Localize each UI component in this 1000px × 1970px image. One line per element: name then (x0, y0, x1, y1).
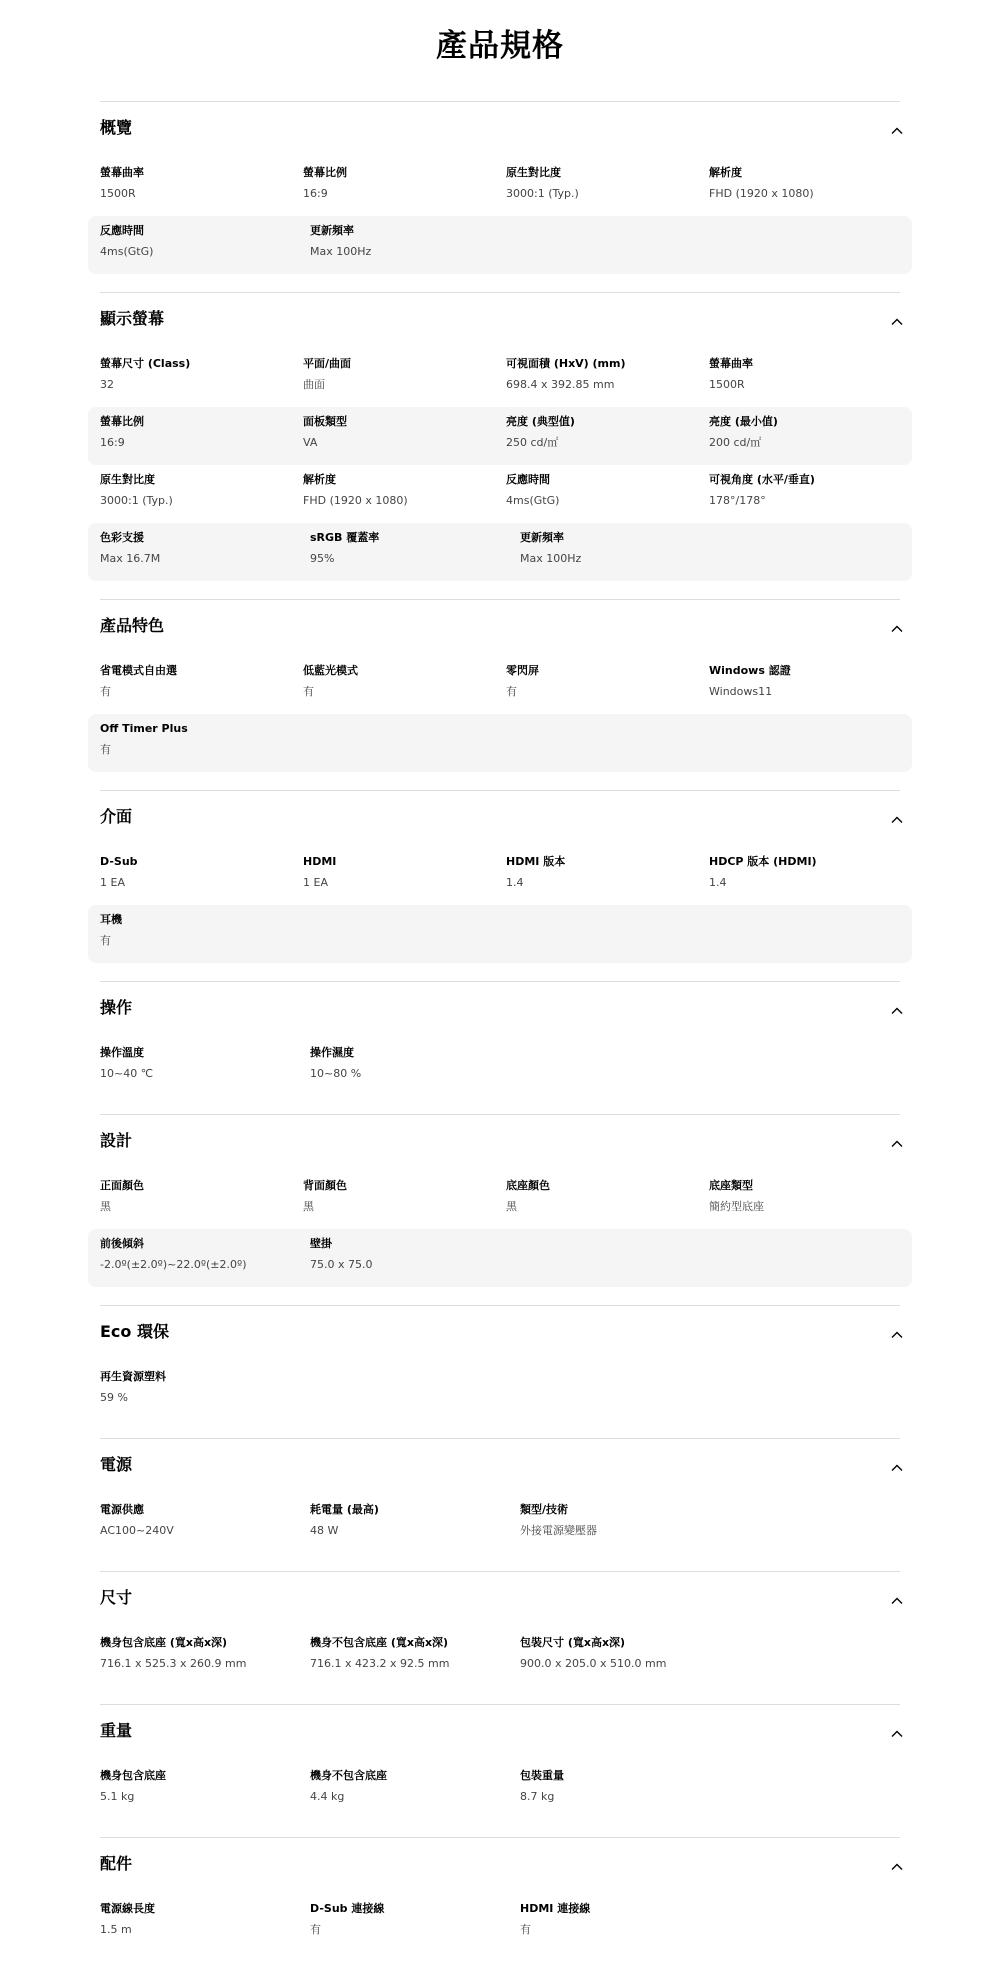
section-spacer (88, 581, 912, 599)
spec-label: 亮度 (最小值) (709, 415, 778, 428)
spec-label: Off Timer Plus (100, 722, 188, 735)
section-title: 產品特色 (100, 616, 165, 635)
spec-value: 250 cd/㎡ (506, 436, 559, 449)
spec-value: 1.4 (709, 876, 727, 889)
chevron-up-icon[interactable] (888, 313, 906, 331)
spec-value: 3000:1 (Typ.) (506, 187, 579, 200)
spec-label: 耗電量 (最高) (310, 1503, 379, 1516)
spec-label: Windows 認證 (709, 664, 791, 677)
spec-row (88, 1628, 912, 1686)
section-spacer (88, 1952, 912, 1970)
spec-section (88, 102, 912, 292)
spec-item (709, 356, 912, 407)
spec-value: 32 (100, 378, 114, 391)
spec-value: 1.4 (506, 876, 524, 889)
spec-value: 8.7 kg (520, 1790, 555, 1803)
spec-section (88, 1115, 912, 1305)
spec-label: 機身包含底座 (100, 1769, 166, 1782)
spec-label: 正面顏色 (100, 1179, 144, 1192)
section-title: 重量 (100, 1721, 133, 1740)
spec-value: FHD (1920 x 1080) (303, 494, 408, 507)
spec-value: FHD (1920 x 1080) (709, 187, 814, 200)
spec-item (310, 530, 520, 581)
spec-row (88, 656, 912, 714)
spec-item (303, 165, 506, 216)
section-title: 介面 (100, 807, 133, 826)
section-header[interactable] (88, 1705, 912, 1761)
spec-row (88, 407, 912, 465)
spec-label: 解析度 (303, 473, 336, 486)
spec-label: sRGB 覆蓋率 (310, 531, 380, 544)
chevron-up-icon[interactable] (888, 1725, 906, 1743)
spec-value: 外接電源變壓器 (520, 1524, 597, 1537)
spec-item (506, 472, 709, 523)
spec-item (100, 472, 303, 523)
section-spacer (88, 1287, 912, 1305)
spec-value: 有 (520, 1923, 531, 1936)
spec-row (88, 847, 912, 905)
spec-item (310, 1901, 520, 1952)
spec-value: 有 (100, 685, 111, 698)
spec-item (709, 663, 912, 714)
spec-label: 螢幕曲率 (709, 357, 753, 370)
spec-value: 5.1 kg (100, 1790, 135, 1803)
spec-value: 10~80 % (310, 1067, 362, 1080)
section-header[interactable] (88, 791, 912, 847)
spec-value: 有 (506, 685, 517, 698)
spec-section (88, 1306, 912, 1438)
spec-label: HDMI 版本 (506, 855, 566, 868)
spec-item (506, 1178, 709, 1229)
section-header[interactable] (88, 1439, 912, 1495)
spec-item (506, 356, 709, 407)
chevron-up-icon[interactable] (888, 122, 906, 140)
spec-value: VA (303, 436, 318, 449)
spec-label: D-Sub 連接線 (310, 1902, 385, 1915)
spec-label: 亮度 (典型值) (506, 415, 575, 428)
spec-item (100, 1635, 310, 1686)
spec-item (100, 1901, 310, 1952)
spec-item (506, 663, 709, 714)
chevron-up-icon[interactable] (888, 1459, 906, 1477)
section-header[interactable] (88, 1572, 912, 1628)
spec-value: 900.0 x 205.0 x 510.0 mm (520, 1657, 667, 1670)
spec-item (100, 721, 310, 772)
spec-item (709, 472, 912, 523)
spec-item (506, 165, 709, 216)
spec-section (88, 982, 912, 1114)
spec-item (100, 414, 303, 465)
spec-item (520, 1768, 730, 1819)
section-spacer (88, 1096, 912, 1114)
spec-value: 4ms(GtG) (506, 494, 560, 507)
spec-value: 1500R (709, 378, 745, 391)
spec-item (709, 854, 912, 905)
spec-list (0, 101, 1000, 1970)
spec-item (303, 356, 506, 407)
spec-label: 前後傾斜 (100, 1237, 144, 1250)
chevron-up-icon[interactable] (888, 1002, 906, 1020)
spec-label: 操作溫度 (100, 1046, 144, 1059)
spec-value: 16:9 (100, 436, 125, 449)
chevron-up-icon[interactable] (888, 811, 906, 829)
section-title: 設計 (100, 1131, 133, 1150)
chevron-up-icon[interactable] (888, 620, 906, 638)
spec-item (506, 854, 709, 905)
spec-value: 有 (303, 685, 314, 698)
spec-label: 平面/曲面 (303, 357, 352, 370)
spec-label: 機身不包含底座 (310, 1769, 387, 1782)
spec-label: 螢幕比例 (303, 166, 347, 179)
spec-label: HDMI 連接線 (520, 1902, 591, 1915)
spec-row (88, 1362, 912, 1420)
spec-label: 低藍光模式 (303, 664, 358, 677)
spec-label: 背面顏色 (303, 1179, 347, 1192)
spec-section (88, 1705, 912, 1837)
spec-value: 有 (310, 1923, 321, 1936)
spec-label: 零閃屏 (506, 664, 539, 677)
section-title: 尺寸 (100, 1588, 133, 1607)
spec-label: 電源線長度 (100, 1902, 155, 1915)
spec-label: 包裝重量 (520, 1769, 564, 1782)
spec-item (100, 165, 303, 216)
spec-item (520, 530, 730, 581)
spec-label: 反應時間 (100, 224, 144, 237)
spec-item (303, 663, 506, 714)
spec-value: 1 EA (303, 876, 328, 889)
spec-label: 機身包含底座 (寬x高x深) (100, 1636, 228, 1649)
spec-value: 698.4 x 392.85 mm (506, 378, 615, 391)
spec-label: HDMI (303, 855, 337, 868)
spec-item (310, 1768, 520, 1819)
spec-row (88, 1894, 912, 1952)
spec-item (100, 854, 303, 905)
spec-value: AC100~240V (100, 1524, 174, 1537)
spec-row (88, 1495, 912, 1553)
spec-item (100, 1768, 310, 1819)
spec-section (88, 1439, 912, 1571)
spec-row (88, 349, 912, 407)
section-spacer (88, 1686, 912, 1704)
spec-item (520, 1635, 730, 1686)
chevron-up-icon[interactable] (888, 1592, 906, 1610)
spec-item (520, 1502, 730, 1553)
section-header[interactable] (88, 293, 912, 349)
spec-label: 可視角度 (水平/垂直) (709, 473, 815, 486)
spec-label: 省電模式自由選 (100, 664, 177, 677)
spec-label: 電源供應 (100, 1503, 144, 1516)
spec-label: 原生對比度 (100, 473, 155, 486)
spec-value: 716.1 x 423.2 x 92.5 mm (310, 1657, 450, 1670)
spec-label: 面板類型 (303, 415, 347, 428)
spec-item (100, 356, 303, 407)
spec-item (709, 1178, 912, 1229)
section-title: 配件 (100, 1854, 133, 1873)
section-header[interactable] (88, 1838, 912, 1894)
spec-value: 1.5 m (100, 1923, 132, 1936)
spec-label: 再生資源塑料 (100, 1370, 166, 1383)
spec-item (100, 1369, 310, 1420)
spec-row (88, 523, 912, 581)
spec-item (100, 1178, 303, 1229)
spec-label: 螢幕比例 (100, 415, 144, 428)
spec-row (88, 714, 912, 772)
spec-value: 3000:1 (Typ.) (100, 494, 173, 507)
spec-section (88, 1838, 912, 1970)
spec-item (303, 1178, 506, 1229)
spec-item (520, 1901, 730, 1952)
spec-section (88, 600, 912, 790)
spec-value: 有 (100, 934, 111, 947)
spec-label: 耳機 (100, 913, 122, 926)
section-header[interactable] (88, 1306, 912, 1362)
spec-label: 原生對比度 (506, 166, 561, 179)
spec-value: 48 W (310, 1524, 339, 1537)
spec-label: 壁掛 (310, 1237, 332, 1250)
spec-item (310, 1045, 520, 1096)
section-spacer (88, 274, 912, 292)
spec-label: 更新頻率 (310, 224, 354, 237)
spec-row (88, 1171, 912, 1229)
spec-value: Max 100Hz (520, 552, 582, 565)
spec-label: 底座類型 (709, 1179, 753, 1192)
spec-label: 類型/技術 (520, 1503, 569, 1516)
spec-value: 10~40 ℃ (100, 1067, 154, 1080)
spec-item (100, 1502, 310, 1553)
spec-value: 1 EA (100, 876, 125, 889)
section-spacer (88, 1553, 912, 1571)
spec-item (506, 414, 709, 465)
section-spacer (88, 1819, 912, 1837)
spec-label: 反應時間 (506, 473, 550, 486)
spec-section (88, 1572, 912, 1704)
spec-item (310, 223, 520, 274)
spec-item (100, 663, 303, 714)
section-header[interactable] (88, 982, 912, 1038)
spec-row (88, 1038, 912, 1096)
spec-value: 59 % (100, 1391, 128, 1404)
spec-value: Max 100Hz (310, 245, 372, 258)
spec-item (310, 1635, 520, 1686)
chevron-up-icon[interactable] (888, 1326, 906, 1344)
spec-value: 黑 (100, 1200, 111, 1213)
spec-row (88, 1761, 912, 1819)
spec-item (100, 1045, 310, 1096)
section-header[interactable] (88, 600, 912, 656)
spec-value: 95% (310, 552, 335, 565)
spec-section (88, 293, 912, 599)
section-header[interactable] (88, 102, 912, 158)
section-title: 概覽 (100, 118, 133, 137)
spec-value: -2.0º(±2.0º)~22.0º(±2.0º) (100, 1258, 247, 1271)
spec-item (303, 414, 506, 465)
spec-item (310, 1236, 520, 1287)
spec-label: 可視面積 (HxV) (mm) (506, 357, 626, 370)
spec-item (303, 854, 506, 905)
chevron-up-icon[interactable] (888, 1858, 906, 1876)
spec-label: 機身不包含底座 (寬x高x深) (310, 1636, 449, 1649)
spec-value: 16:9 (303, 187, 328, 200)
spec-label: 螢幕尺寸 (Class) (100, 357, 191, 370)
spec-row (88, 465, 912, 523)
spec-value: 有 (100, 743, 111, 756)
spec-section (88, 791, 912, 981)
spec-value: 4.4 kg (310, 1790, 345, 1803)
spec-label: D-Sub (100, 855, 138, 868)
spec-value: 75.0 x 75.0 (310, 1258, 373, 1271)
spec-row (88, 905, 912, 963)
spec-value: 178°/178° (709, 494, 766, 507)
spec-row (88, 158, 912, 216)
spec-item (100, 912, 310, 963)
spec-value: 1500R (100, 187, 136, 200)
spec-value: Max 16.7M (100, 552, 161, 565)
spec-item (709, 165, 912, 216)
section-header[interactable] (88, 1115, 912, 1171)
spec-value: 黑 (303, 1200, 314, 1213)
spec-label: HDCP 版本 (HDMI) (709, 855, 817, 868)
spec-label: 解析度 (709, 166, 742, 179)
chevron-up-icon[interactable] (888, 1135, 906, 1153)
spec-value: 200 cd/㎡ (709, 436, 762, 449)
spec-label: 底座顏色 (506, 1179, 550, 1192)
spec-label: 色彩支援 (100, 531, 144, 544)
spec-item (709, 414, 912, 465)
section-spacer (88, 772, 912, 790)
spec-item (100, 223, 310, 274)
section-title: 電源 (100, 1455, 133, 1474)
spec-value: 曲面 (303, 378, 325, 391)
spec-label: 螢幕曲率 (100, 166, 144, 179)
page-title: 產品規格 (436, 28, 564, 64)
section-spacer (88, 1420, 912, 1438)
spec-value: Windows11 (709, 685, 773, 698)
spec-row (88, 216, 912, 274)
section-title: Eco 環保 (100, 1322, 169, 1341)
section-title: 顯示螢幕 (100, 309, 165, 328)
spec-item (100, 1236, 310, 1287)
spec-label: 包裝尺寸 (寬x高x深) (520, 1636, 626, 1649)
spec-item (100, 530, 310, 581)
spec-label: 操作濕度 (310, 1046, 354, 1059)
spec-item (310, 1502, 520, 1553)
spec-value: 黑 (506, 1200, 517, 1213)
section-spacer (88, 963, 912, 981)
spec-value: 4ms(GtG) (100, 245, 154, 258)
section-title: 操作 (100, 998, 133, 1017)
spec-label: 更新頻率 (520, 531, 564, 544)
spec-row (88, 1229, 912, 1287)
spec-item (303, 472, 506, 523)
spec-value: 簡約型底座 (709, 1200, 764, 1213)
spec-value: 716.1 x 525.3 x 260.9 mm (100, 1657, 247, 1670)
